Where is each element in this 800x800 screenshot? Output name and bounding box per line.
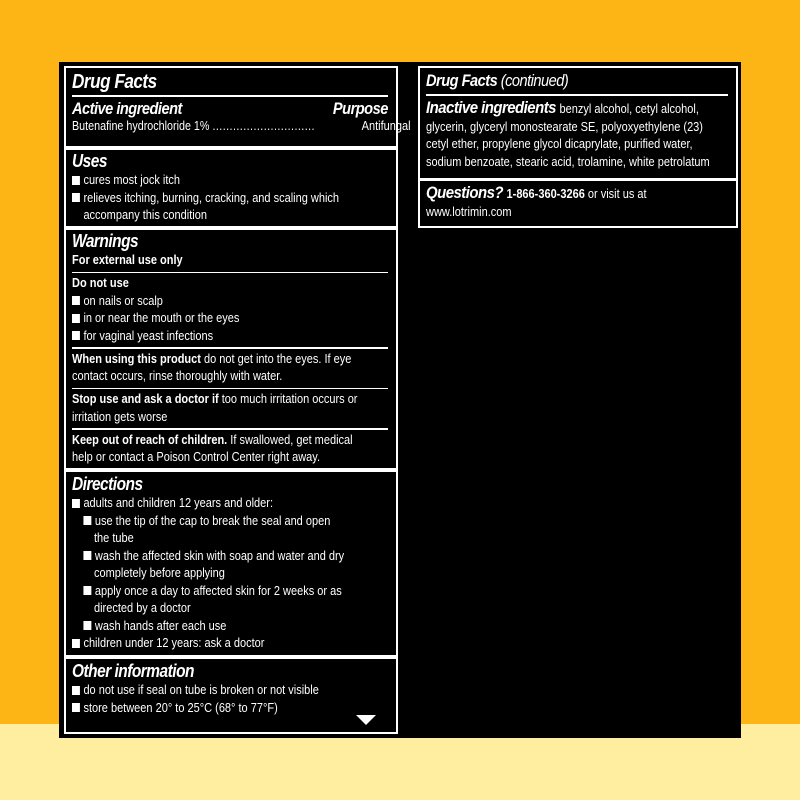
drug-facts-title: Drug Facts — [72, 71, 157, 93]
divider — [72, 272, 388, 274]
uses-item-continued: accompany this condition — [83, 208, 207, 222]
inactive-ingredients-line: glycerin, glyceryl monostearate SE, polyoxyethylene (23) — [426, 119, 703, 134]
inactive-ingredients-heading: Inactive ingredients — [426, 97, 556, 117]
questions-heading: Questions? — [426, 183, 504, 202]
drug-facts-box-main — [64, 66, 411, 734]
warnings-heading: Warnings — [72, 231, 139, 251]
section-inactive-ingredients — [420, 70, 736, 171]
uses-heading: Uses — [72, 151, 107, 171]
active-ingredient-row — [72, 118, 411, 136]
section-divider — [66, 655, 396, 659]
uses-item: cures most jock itch — [72, 172, 350, 190]
section-questions — [420, 182, 736, 222]
divider — [72, 428, 388, 430]
divider — [72, 388, 388, 390]
do-not-use-heading: Do not use — [72, 276, 129, 290]
bullet-square-icon — [72, 686, 80, 695]
section-active-ingredient — [66, 70, 411, 135]
section-other-information — [66, 660, 396, 717]
purpose-heading: Purpose — [333, 98, 388, 118]
bullet-square-icon — [83, 516, 91, 525]
directions-item: adults and children 12 years and older: — [72, 495, 350, 513]
bullet-square-icon — [72, 703, 80, 712]
section-divider — [420, 178, 736, 181]
inactive-ingredients-line: Inactive ingredients benzyl alcohol, cetyl alcohol, — [426, 97, 699, 117]
when-using-text: When using this product do not get into the eyes. If eye — [72, 351, 352, 366]
bullet-square-icon — [72, 314, 80, 323]
directions-item: children under 12 years: ask a doctor — [72, 635, 350, 653]
directions-step: apply once a day to affected skin for 2 weeks or as — [72, 583, 350, 601]
down-triangle-icon — [356, 715, 376, 725]
drug-facts-box-continued — [418, 66, 738, 228]
section-warnings: Warnings For external use only Do not use on nails or scalp in or near the mouth or the eyes for vaginal yeast infections When using this product do not get into the eyes. If eye contact occurs, rinse thoroughly with water. Stop use and ask a doctor if too much irritation occurs or irritation gets worse Keep out of reach of children. If swallowed, get medical help or contact a Poison Control Center right away. — [66, 230, 396, 467]
questions-phone: 1-866-360-3266 — [506, 187, 585, 201]
divider — [72, 347, 388, 349]
bullet-square-icon — [72, 176, 80, 185]
section-divider — [66, 468, 396, 472]
do-not-use-item: for vaginal yeast infections — [72, 328, 350, 346]
other-information-item: store between 20° to 25°C (68° to 77°F) — [72, 700, 350, 718]
other-information-item: do not use if seal on tube is broken or not visible — [72, 682, 350, 700]
do-not-use-item: in or near the mouth or the eyes — [72, 310, 350, 328]
divider — [72, 95, 388, 97]
active-heading-row — [72, 98, 388, 120]
active-ingredient-purpose: Antifungal — [361, 118, 411, 133]
directions-heading: Directions — [72, 474, 143, 494]
bullet-square-icon — [72, 193, 80, 202]
directions-step: use the tip of the cap to break the seal and open — [72, 513, 350, 531]
bullet-square-icon — [72, 499, 80, 508]
bullet-square-icon — [72, 331, 80, 340]
stop-use-text: Stop use and ask a doctor if too much irritation occurs or — [72, 392, 358, 406]
inactive-ingredients-line: cetyl ether, propylene glycol dicaprylate, purified water, — [426, 137, 693, 151]
drug-facts-continued-title: Drug Facts (continued) — [426, 71, 569, 90]
bullet-square-icon — [83, 551, 91, 560]
active-ingredient-heading: Active ingredient — [72, 98, 182, 118]
directions-step: wash hands after each use — [72, 618, 350, 636]
bullet-square-icon — [83, 586, 91, 595]
directions-step: wash the affected skin with soap and water and dry — [72, 548, 350, 566]
questions-website: www.lotrimin.com — [426, 205, 512, 219]
divider — [426, 94, 728, 96]
other-information-heading: Other information — [72, 661, 194, 681]
section-directions: Directions adults and children 12 years and older: use the tip of the cap to break the seal and open the tube wash the affected skin with soap and water and dry completely before applying apply once a day to affected skin for 2 weeks or as directed by a doctor wash hands after each use children under 12 years: ask a doctor — [66, 473, 396, 653]
bullet-square-icon — [83, 621, 91, 630]
questions-line: Questions? 1-866-360-3266 or visit us at — [426, 183, 647, 202]
bullet-square-icon — [72, 296, 80, 305]
uses-item: relieves itching, burning, cracking, and scaling which — [72, 190, 350, 208]
bullet-square-icon — [72, 639, 80, 648]
drug-facts-panel — [59, 62, 741, 738]
inactive-ingredients-line: sodium benzoate, stearic acid, trolamine, white petrolatum — [426, 154, 710, 169]
keep-out-text: Keep out of reach of children. If swallowed, get medical — [72, 432, 353, 447]
section-uses — [66, 150, 396, 225]
leader-dots: .............................. — [212, 118, 315, 133]
continued-label: (continued) — [500, 71, 569, 90]
do-not-use-item: on nails or scalp — [72, 293, 350, 311]
external-use-label: For external use only — [72, 253, 183, 267]
active-ingredient-name: Butenafine hydrochloride 1% — [72, 118, 210, 133]
